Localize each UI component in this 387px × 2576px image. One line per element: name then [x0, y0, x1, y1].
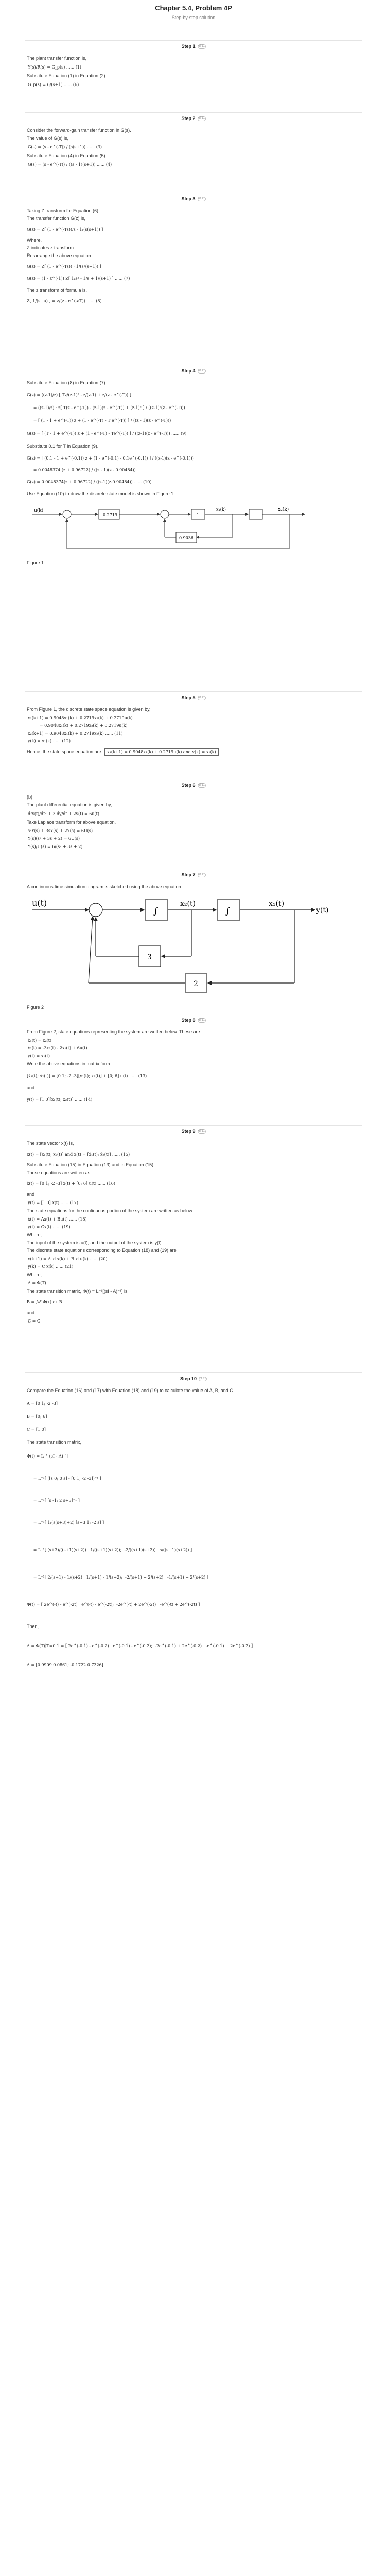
step-counter-icon: of 11	[199, 1377, 206, 1380]
equation: Φ(t) = [ 2e^(-t) - e^(-2t) e^(-t) - e^(-2t); -2e^(-t) + 2e^(-2t) -e^(-t) + 2e^(-2t) ]	[27, 1602, 200, 1607]
step-4	[25, 365, 362, 669]
step-text: and	[27, 1192, 35, 1197]
equation: Φ(t) = L⁻¹[(sI - A)⁻¹]	[27, 1454, 69, 1459]
step-text: Hence, the state space equation are	[27, 749, 101, 754]
output-label: x₂(k)	[278, 507, 289, 512]
equation: x₂(k+1) = 0.9048x₁(k) + 0.2719x₂(k) ...... (11)	[28, 731, 123, 736]
equation: G(z) = [ (T - 1 + e^(-T)) z + (1 - e^(-T) - Te^(-T)) ] / ((z-1)(z - e^(-T))) ...... (9)	[27, 431, 187, 436]
equation: = ((z-1)/z) · z[ T(z - e^(-T)) - (z-1)(z - e^(-T)) + (z-1)² ] / ((z-1)²(z - e^(-T)))	[27, 405, 185, 410]
step-label: Step 6	[181, 783, 196, 788]
integrator-symbol: ∫	[225, 906, 231, 917]
delay-label: 1	[197, 513, 200, 517]
equation: y(k) = x₁(k) ...... (12)	[28, 739, 71, 743]
step-10	[25, 1372, 362, 1913]
equation: ẋ₂(t) = -3x₂(t) - 2x₁(t) + 6u(t)	[28, 1046, 87, 1050]
step-text: Write the above equations in matrix form.	[27, 1061, 111, 1066]
step-text: (b)	[27, 794, 32, 800]
equation: = 0.0048374 (z + 0.96722) / ((z - 1)(z - 0.90484))	[27, 468, 136, 472]
step-9	[25, 1125, 362, 1352]
equation: x(t) = [x₁(t); x₂(t)] and x(t) = [ẋ₁(t); ẋ₂(t)] ...... (15)	[27, 1152, 130, 1157]
page-title: Chapter 5.4, Problem 4P	[155, 4, 232, 12]
equation: = L⁻¹[ 2/(s+1) - 1/(s+2) 1/(s+1) - 1/(s+2); -2/(s+1) + 2/(s+2) -1/(s+1) + 2/(s+2) ]	[27, 1575, 209, 1580]
step-text: Substitute Equation (15) in Equation (13) and in Equation (15).	[27, 1162, 155, 1167]
step-text: The transfer function G(z) is,	[27, 216, 86, 221]
step-label: Step 1	[181, 44, 196, 49]
step-counter-icon: of 11	[198, 116, 205, 120]
step-text: Compare the Equation (16) and (17) with Equation (18) and (19) to calculate the value of A, B, and C.	[27, 1388, 235, 1393]
step-text: Where,	[27, 1232, 42, 1238]
step-8	[25, 1014, 362, 1117]
step-label: Step 9	[181, 1129, 196, 1134]
equation: G(z) = (1 - z^(-1)) Z[ 1/s² - 1/s + 1/(s+1) ] ...... (7)	[27, 276, 130, 281]
step-label: Step 8	[181, 1018, 196, 1023]
equation: = [ (T - 1 + e^(-T)) z + (1 - e^(-T) - T e^(-T)) ] / ((z - 1)(z - e^(-T)))	[27, 418, 171, 423]
step-text: The plant transfer function is,	[27, 56, 87, 61]
output-label: y(t)	[316, 906, 329, 914]
step-text: The input of the system is u(t), and the output of the system is y(t).	[27, 1240, 163, 1245]
state-label: x₂(t)	[180, 900, 196, 908]
step-label: Step 7	[181, 872, 196, 877]
step-counter-icon: of 11	[198, 369, 205, 372]
step-text: Z indicates z transform.	[27, 245, 75, 250]
equation: d²y(t)/dt² + 3 dy/dt + 2y(t) = 6u(t)	[28, 811, 99, 816]
equation: G(s) = (s - e^(-T)) / ((s - 1)(s+1)) ...... (4)	[28, 162, 112, 167]
step-text: Substitute 0.1 for T in Equation (9).	[27, 444, 99, 449]
step-label: Step 3	[181, 196, 196, 201]
equation: A = Φ(T)	[28, 1281, 46, 1285]
equation: = L⁻¹[ [s -1; 2 s+3]⁻¹ ]	[27, 1498, 80, 1503]
step-counter-icon: of 11	[198, 696, 205, 699]
step-counter-icon: of 11	[198, 1129, 205, 1133]
equation: G(z) = Z[ (1 - e^(-Ts)) · 1/(s²(s+1)) ]	[27, 264, 101, 269]
step-counter-icon: of 11	[198, 873, 205, 876]
step-text: From Figure 2, state equations representing the system are written below. These are	[27, 1029, 200, 1035]
answer-box: x₁(k+1) = 0.9048x₁(k) + 0.2719u(k) and y(k) = x₁(k)	[104, 748, 219, 756]
step-text: and	[27, 1310, 35, 1315]
equation: ẋ(t) = [0 1; -2 -3] x(t) + [0; 6] u(t) ...... (16)	[27, 1181, 115, 1186]
equation: Y(s)/R(s) = G_p(s) ...... (1)	[28, 65, 82, 70]
equation: A = Φ(T)|T=0.1 = [ 2e^(-0.1) - e^(-0.2) e^(-0.1) - e^(-0.2); -2e^(-0.1) + 2e^(-0.2) -e^(-0.1) + 2e^(-0.2) ]	[27, 1643, 253, 1648]
equation: = L⁻¹[ 1/(s(s+3)+2) [s+3 1; -2 s] ]	[27, 1520, 104, 1525]
equation: y(k) = C x(k) ...... (21)	[28, 1264, 74, 1269]
equation: = L⁻¹[ ([s 0; 0 s] - [0 1; -2 -3])⁻¹ ]	[27, 1476, 101, 1481]
equation: y(t) = x₁(t)	[28, 1054, 50, 1058]
step-7	[25, 869, 362, 1010]
step-label: Step 5	[181, 695, 196, 700]
step-text: The state transition matrix, Φ(t) = L⁻¹[(sI - A)⁻¹] is	[27, 1289, 128, 1294]
step-text: Re-arrange the above equation.	[27, 253, 93, 258]
equation: ẋ(t) = Ax(t) + Bu(t) ...... (18)	[28, 1217, 87, 1222]
page-subtitle: Step-by-step solution	[171, 15, 216, 20]
step-counter-icon: of 11	[198, 1018, 205, 1022]
state-label: x₁(t)	[269, 900, 285, 908]
delay-block	[249, 509, 262, 519]
step-text: The value of G(s) is,	[27, 135, 69, 141]
step-text: Substitute Equation (8) in Equation (7).	[27, 380, 107, 385]
feedback-label: 0.9036	[179, 536, 194, 540]
equation: G(z) = [ (0.1 - 1 + e^(-0.1)) z + (1 - e^(-0.1) - 0.1e^(-0.1)) ] / ((z-1)(z - e^(-0.1)))	[27, 456, 194, 461]
step-text: A continuous time simulation diagram is sketched using the above equation.	[27, 884, 183, 889]
gain-label: 0.2719	[103, 513, 117, 517]
continuous-simulation-diagram	[27, 894, 336, 997]
equation: y(t) = [1 0] x(t) ...... (17)	[28, 1200, 79, 1205]
figure-caption: Figure 1	[27, 560, 44, 565]
equation: A = [0.9909 0.0861; -0.1722 0.7326]	[27, 1663, 103, 1667]
step-text: Take Laplace transform for above equation.	[27, 820, 116, 825]
step-text: Then,	[27, 1624, 39, 1629]
equation: Y(s)/U(s) = 6/(s² + 3s + 2)	[28, 844, 83, 849]
discrete-block-diagram	[27, 501, 315, 553]
step-text: Substitute Equation (1) in Equation (2).	[27, 73, 107, 78]
step-text: Use Equation (10) to draw the discrete state model is shown in Figure 1.	[27, 491, 175, 496]
step-text: The state equations for the continuous portion of the system are written as below	[27, 1208, 192, 1213]
equation: G(z) = ((z-1)/z) [ Tz/(z-1)² - z/(z-1) + z/(z - e^(-T)) ]	[27, 393, 131, 397]
step-label: Step 10	[180, 1376, 197, 1381]
equation: y(t) = Cx(t) ...... (19)	[28, 1225, 71, 1229]
step-3	[25, 193, 362, 336]
equation: Z[ 1/(s+a) ] = z/(z - e^(-aT)) ...... (8)	[27, 299, 102, 303]
step-1	[25, 40, 362, 106]
step-text: Where,	[27, 1272, 42, 1277]
step-text: The state transition matrix,	[27, 1439, 82, 1445]
gain-label: 3	[147, 953, 152, 961]
step-text: and	[27, 1085, 35, 1090]
equation: Y(s)(s² + 3s + 2) = 6U(s)	[28, 836, 80, 841]
step-text: formula is,	[65, 287, 87, 293]
equation: G_p(s) = 6/(s+1) ...... (6)	[28, 82, 79, 87]
equation: C = C	[28, 1319, 41, 1324]
step-text: Consider the forward-gain transfer function in G(s).	[27, 128, 131, 133]
step-text: These equations are written as	[27, 1170, 91, 1175]
summing-junction	[161, 510, 169, 518]
step-text: Taking Z transform for Equation (6).	[27, 208, 100, 213]
input-label: u(k)	[34, 508, 44, 513]
equation: A = [0 1; -2 -3]	[27, 1401, 58, 1406]
equation: x(k+1) = A_d x(k) + B_d u(k) ...... (20)	[28, 1257, 108, 1261]
summing-junction	[63, 510, 71, 518]
step-text: The z transform of	[27, 287, 65, 293]
summing-junction	[89, 903, 102, 917]
step-5	[25, 691, 362, 774]
step-counter-icon: of 11	[198, 44, 205, 48]
step-2	[25, 112, 362, 184]
equation: C = [1 0]	[27, 1427, 46, 1432]
step-text: Substitute Equation (4) in Equation (5).	[27, 153, 107, 158]
equation: [ẋ₁(t); ẋ₂(t)] = [0 1; -2 -3][x₁(t); x₂(t)] + [0; 6] u(t) ...... (13)	[27, 1074, 147, 1078]
step-text: Where,	[27, 238, 42, 243]
step-label: Step 2	[181, 116, 196, 121]
step-counter-icon: of 11	[198, 197, 205, 200]
step-counter-icon: of 11	[198, 783, 205, 787]
step-text: The discrete state equations corresponding to Equation (18) and (19) are	[27, 1248, 177, 1253]
equation: G(z) = 0.0048374(z + 0.96722) / ((z-1)(z-0.90484)) ...... (10)	[27, 480, 152, 484]
equation: = L⁻¹[ (s+3)/((s+1)(s+2)) 1/((s+1)(s+2)); -2/((s+1)(s+2)) s/((s+1)(s+2)) ]	[27, 1548, 192, 1552]
input-label: u(t)	[32, 898, 47, 908]
step-label: Step 4	[181, 368, 196, 374]
equation: s²Y(s) + 3sY(s) + 2Y(s) = 6U(s)	[28, 828, 93, 833]
integrator-symbol: ∫	[153, 906, 159, 917]
state-label: x₁(k)	[216, 507, 226, 512]
step-6	[25, 779, 362, 861]
equation: G(z) = Z[ (1 - e^(-Ts))/s · 1/(s(s+1)) ]	[27, 227, 103, 232]
equation: B = ∫₀ᵀ Φ(τ) dτ B	[27, 1300, 62, 1304]
equation: G(s) = (s - e^(-T)) / (s(s+1)) ...... (3)	[28, 145, 102, 149]
equation: y(t) = [1 0][x₁(t); x₂(t)] ...... (14)	[27, 1097, 93, 1102]
gain-label: 2	[194, 980, 198, 988]
step-text: The state vector x(t) is,	[27, 1141, 74, 1146]
equation: B = [0; 6]	[27, 1414, 47, 1419]
step-text: The plant differential equation is given by,	[27, 802, 112, 807]
step-text: From Figure 1, the discrete state space equation is given by,	[27, 707, 151, 712]
equation: ẋ₁(t) = x₂(t)	[28, 1038, 52, 1043]
equation: x₁(k+1) = 0.9048x₁(k) + 0.2719x₂(k) + 0.2719u(k)	[28, 716, 133, 720]
page-header	[25, 0, 362, 36]
figure-caption: Figure 2	[27, 1005, 44, 1010]
equation: = 0.9048x₁(k) + 0.2719x₂(k) + 0.2719u(k)	[28, 723, 128, 728]
